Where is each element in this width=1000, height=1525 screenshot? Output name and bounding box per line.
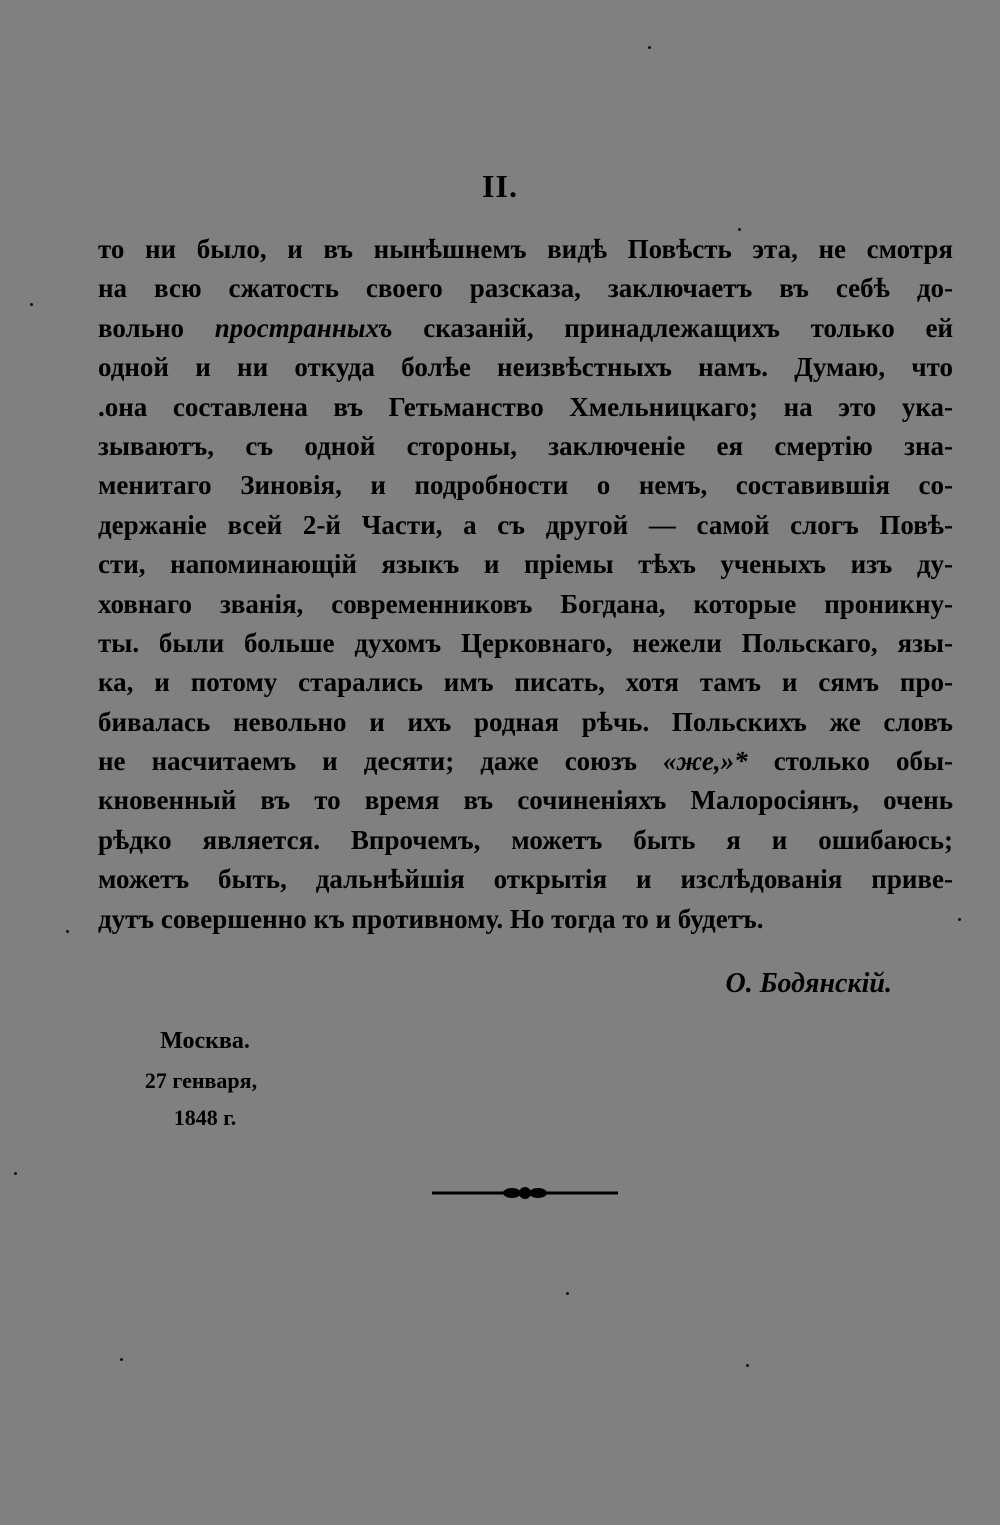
text-line: можетъ быть, дальнѣйшiя открытiя и изслѣдованiя приве-	[98, 864, 953, 895]
text-line: зываютъ, съ одной стороны, заключенiе ея смертiю зна-	[98, 430, 953, 461]
dateline-date: 27 генваря,	[144, 1068, 258, 1093]
dateline-year: 1848 г.	[173, 1105, 237, 1130]
ornament-bead	[503, 1188, 521, 1198]
scan-speck	[958, 918, 961, 921]
text-line: одной и ни откуда болѣе неизвѣстныхъ намъ. Думаю, что	[98, 352, 953, 383]
text-line: сти, напоминающiй языкъ и прiемы тѣхъ ученыхъ изъ ду-	[98, 549, 953, 580]
text-fragment: столько обы-	[773, 746, 953, 777]
signature: О. Бодянскiй.	[725, 968, 892, 999]
ornament-bead	[529, 1188, 547, 1198]
body-text	[98, 230, 953, 939]
scan-speck	[14, 1172, 17, 1175]
scan-speck	[746, 1364, 749, 1367]
text-line: кновенный въ то время въ сочиненiяхъ Малоросiянъ, очень	[98, 785, 953, 816]
page-number: II.	[482, 168, 518, 204]
scan-speck	[120, 1358, 123, 1361]
text-line: держанiе всей 2-й Части, а съ другой — самой слогъ Повѣ-	[98, 509, 953, 540]
text-fragment: сказаній, принадлежащихъ только ей	[423, 312, 953, 343]
scan-speck	[30, 303, 33, 306]
scan-speck	[648, 46, 651, 49]
scan-speck	[738, 228, 741, 231]
italic-word: «же,»*	[663, 746, 748, 777]
scan-speck	[566, 1292, 569, 1295]
text-line: .она составлена въ Гетьманство Хмельницкаго; на это ука-	[98, 391, 953, 422]
text-line: менитаго Зиновiя, и подробности о немъ, составившiя со-	[98, 470, 953, 501]
text-line: ка, и потому старались имъ писать, хотя тамъ и сямъ про-	[98, 667, 953, 698]
text-line	[98, 309, 953, 348]
scan-speck	[66, 930, 69, 933]
text-line: то ни было, и въ нынѣшнемъ видѣ Повѣсть эта, не смотря	[98, 234, 953, 264]
text-line: рѣдко является. Впрочемъ, можетъ быть я и ошибаюсь;	[98, 824, 953, 855]
text-fragment: вольно	[98, 312, 185, 343]
dateline-city: Москва.	[160, 1028, 250, 1054]
text-line: на всю сжатость своего разсказа, заключаетъ въ себѣ до-	[98, 273, 953, 304]
text-line: бивалась невольно и ихъ родная рѣчь. Польскихъ же словъ	[98, 706, 953, 737]
text-fragment: не насчитаемъ и десяти; даже союзъ	[98, 746, 637, 777]
text-line: дутъ совершенно къ противному. Но тогда то и будетъ.	[98, 903, 764, 934]
text-line: ховнаго званiя, современниковъ Богдана, которые проникну-	[98, 588, 953, 619]
text-line	[98, 742, 953, 781]
text-line: ты. были больше духомъ Церковнаго, нежели Польскаго, язы-	[98, 627, 953, 658]
ornament-divider	[430, 1183, 620, 1203]
italic-word: пространныхъ	[214, 312, 393, 343]
